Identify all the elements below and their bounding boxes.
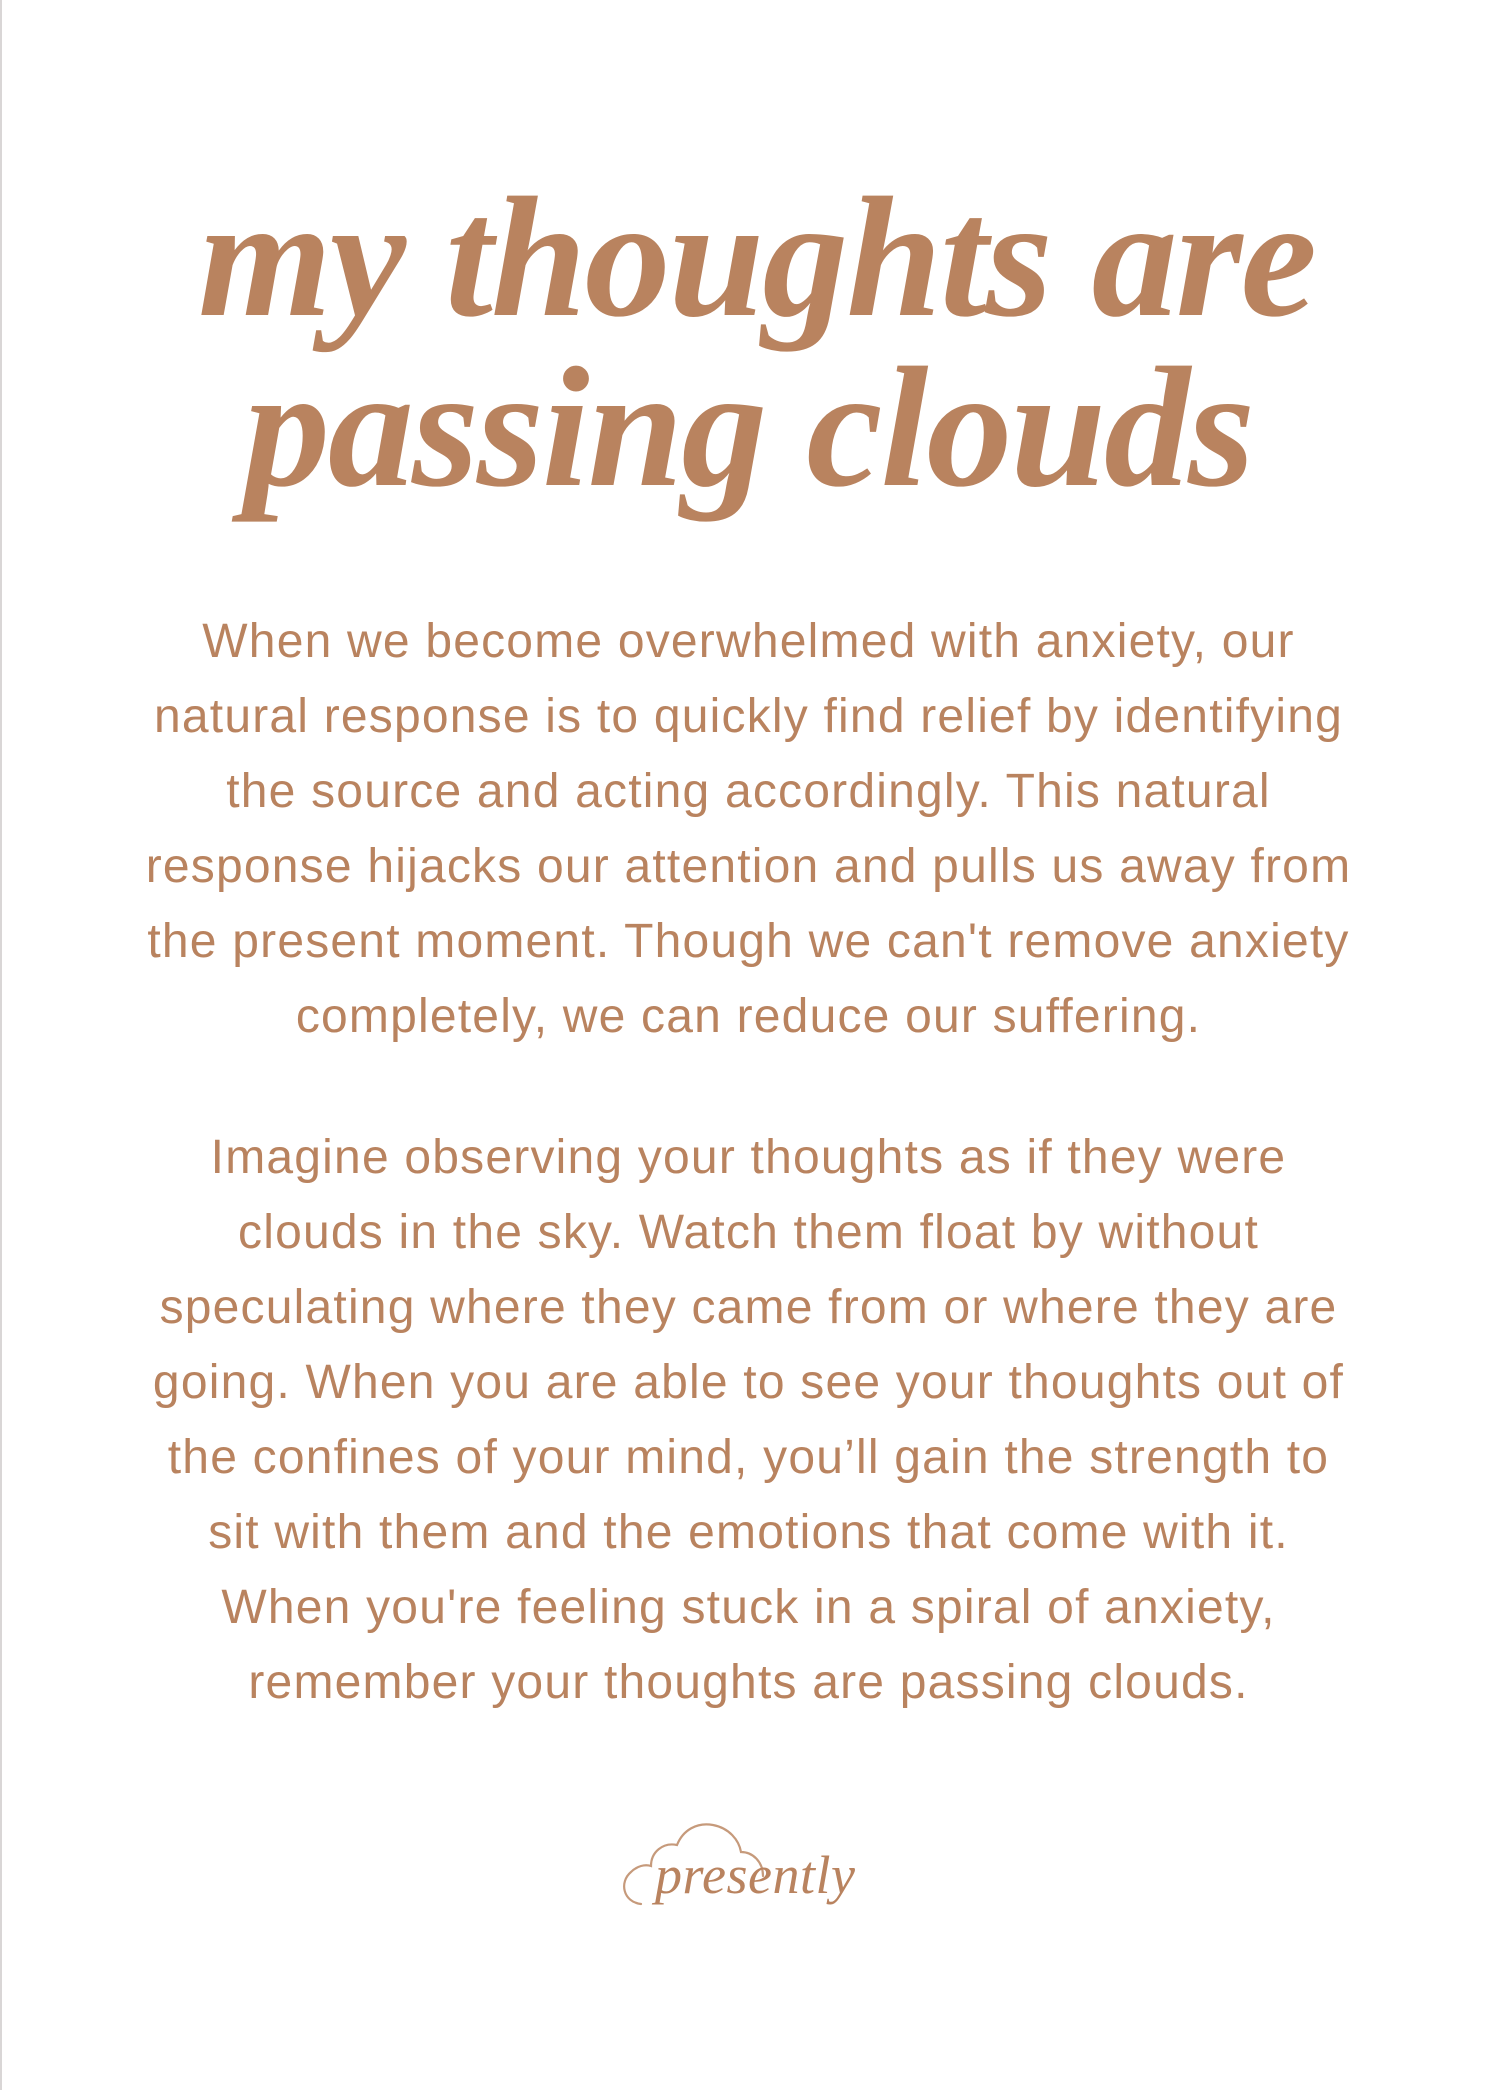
paragraph-line: going. When you are able to see your thoughts out of — [152, 1356, 1345, 1409]
title-line-2: passing clouds — [243, 333, 1254, 523]
paragraph-line: speculating where they came from or where they are — [159, 1281, 1338, 1334]
paragraph-line: clouds in the sky. Watch them float by without — [238, 1206, 1259, 1259]
brand-logo — [617, 1812, 887, 1927]
paragraph-line: natural response is to quickly find relief by identifying — [154, 690, 1343, 743]
brand-name: presently — [655, 1845, 856, 1905]
paragraph-line: Imagine observing your thoughts as if they were — [210, 1131, 1287, 1184]
poster-page — [2, 0, 1493, 2090]
title-line-1: my thoughts are — [198, 163, 1315, 353]
paragraph-line: the confines of your mind, you’ll gain the strength to — [167, 1431, 1330, 1484]
paragraph-line: the present moment. Though we can't remove anxiety — [147, 915, 1350, 968]
paragraph-line: remember your thoughts are passing clouds. — [248, 1656, 1249, 1709]
paragraph-line: When we become overwhelmed with anxiety, our — [202, 615, 1295, 668]
paragraph-line: the source and acting accordingly. This natural — [226, 765, 1271, 818]
paragraph-line: response hijacks our attention and pulls us away from — [145, 840, 1352, 893]
paragraph-line: completely, we can reduce our suffering. — [295, 990, 1202, 1043]
paragraph-line: When you're feeling stuck in a spiral of anxiety, — [221, 1581, 1276, 1634]
paragraph-line: sit with them and the emotions that come with it. — [208, 1506, 1289, 1559]
